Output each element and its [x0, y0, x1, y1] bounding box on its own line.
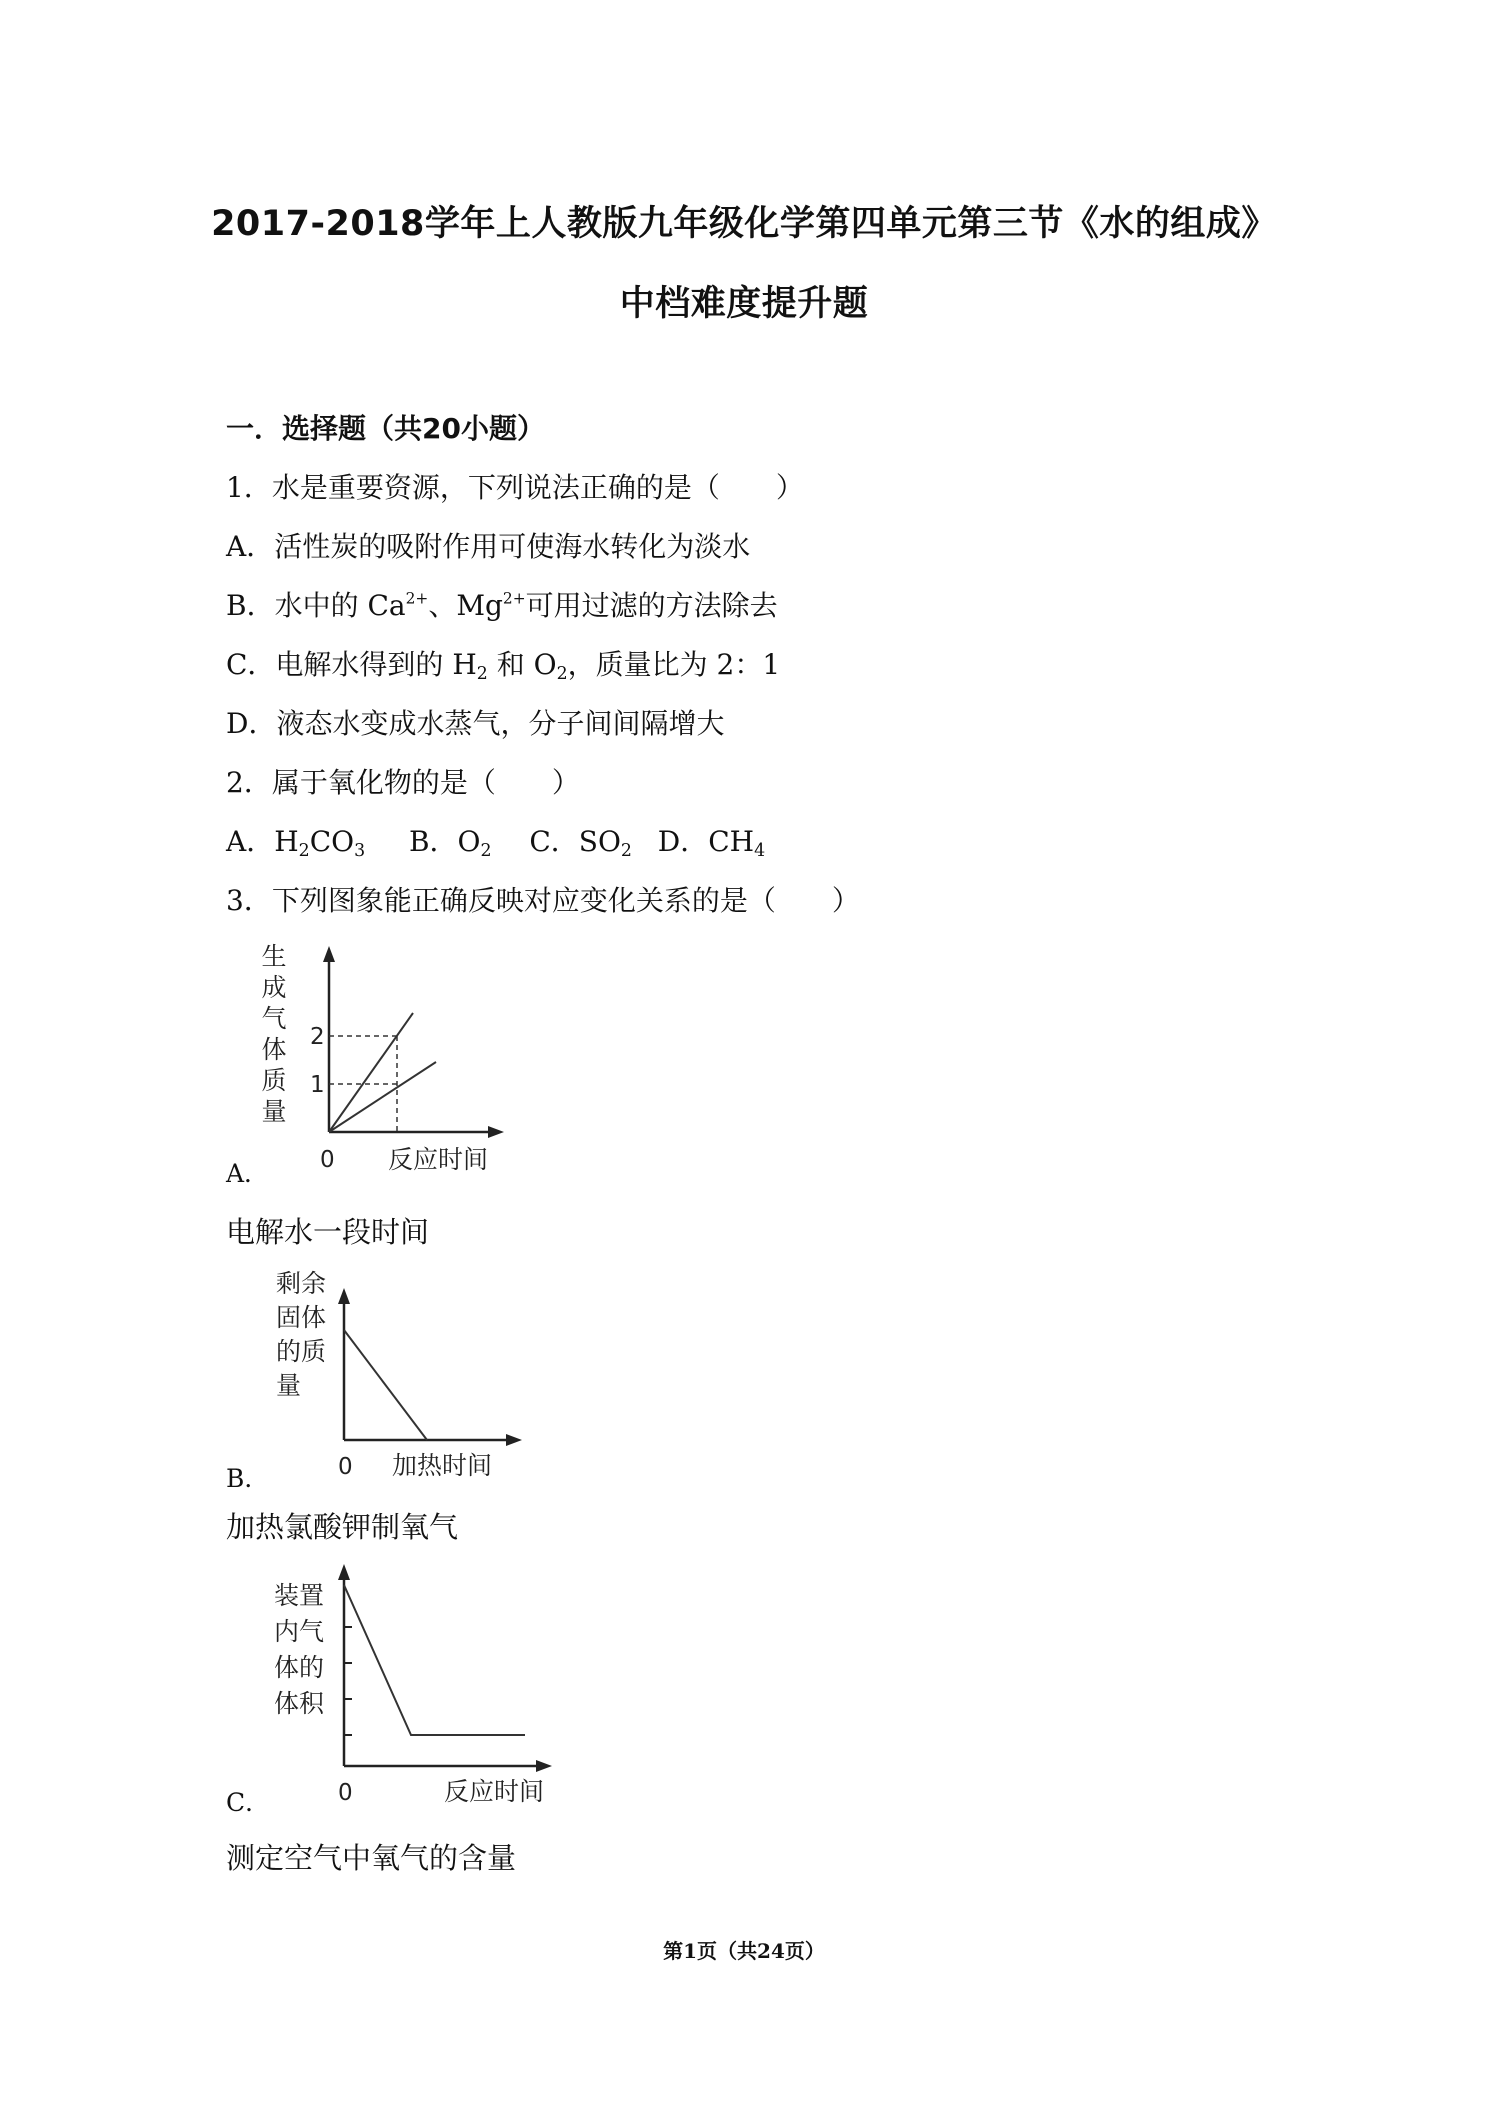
graph-c-caption: 测定空气中氧气的含量	[226, 1841, 517, 1875]
svg-text:生: 生	[261, 942, 287, 971]
graph-a-tick-2: 2	[310, 1024, 325, 1050]
svg-text:内气: 内气	[274, 1617, 325, 1646]
svg-text:的质: 的质	[276, 1337, 327, 1366]
question-1-option-b: B．水中的 $Ca^{2+}$、$Mg^{2+}$可用过滤的方法除去	[226, 589, 778, 622]
graph-b-x-label: 加热时间	[392, 1451, 493, 1480]
graph-b-data-line	[344, 1330, 427, 1440]
graph-b-option-label: B．	[226, 1464, 270, 1493]
svg-text:体: 体	[261, 1035, 287, 1064]
page-footer: 第1页（共24页）	[663, 1939, 825, 1963]
graph-a-y-arrow	[323, 946, 335, 962]
svg-text:固体: 固体	[276, 1303, 327, 1332]
graph-c-x-label: 反应时间	[444, 1777, 545, 1806]
graph-b-y-label	[276, 1269, 326, 1400]
graph-a-option-label: A．	[226, 1159, 270, 1188]
graph-c-oxygen-content	[268, 1560, 568, 1810]
graph-b-origin: 0	[338, 1454, 353, 1480]
graph-b-x-arrow	[506, 1434, 522, 1446]
question-2-stem: 2．属于氧化物的是（ ）	[226, 766, 580, 799]
graph-a-line-hydrogen	[329, 1013, 413, 1132]
graph-a-electrolysis	[255, 930, 515, 1180]
question-1-stem: 1．水是重要资源，下列说法正确的是（ ）	[226, 471, 804, 504]
svg-text:剩余: 剩余	[276, 1269, 327, 1298]
graph-a-y-label	[261, 942, 286, 1126]
graph-b-caption: 加热氯酸钾制氧气	[226, 1510, 459, 1544]
svg-text:装置: 装置	[274, 1581, 325, 1610]
svg-text:成: 成	[261, 973, 287, 1002]
svg-text:量: 量	[276, 1371, 302, 1400]
question-2-options: A．$H_2CO_3$ B．$O_2$ C．$SO_2$ D．$CH_4$	[226, 825, 766, 861]
graph-a-x-arrow	[488, 1126, 504, 1138]
graph-c-origin: 0	[338, 1780, 353, 1806]
question-3-stem: 3．下列图象能正确反映对应变化关系的是（ ）	[226, 884, 860, 917]
graph-b-y-arrow	[338, 1288, 350, 1304]
svg-text:体积: 体积	[274, 1689, 325, 1718]
svg-text:量: 量	[261, 1097, 287, 1126]
graph-b-kclo3-heating	[270, 1262, 530, 1492]
graph-a-origin: 0	[320, 1147, 335, 1173]
graph-a-x-label: 反应时间	[388, 1145, 489, 1174]
svg-text:气: 气	[261, 1004, 287, 1033]
svg-text:质: 质	[261, 1066, 287, 1095]
document-title-line-2: 中档难度提升题	[619, 284, 869, 324]
question-1-option-d: D．液态水变成水蒸气，分子间间隔增大	[226, 707, 725, 740]
section-heading: 一．选择题（共20小题）	[226, 412, 545, 445]
graph-c-option-label: C．	[226, 1788, 271, 1817]
graph-a-caption: 电解水一段时间	[226, 1215, 430, 1249]
graph-c-y-label	[274, 1581, 325, 1718]
document-title-line-1: 2017-2018学年上人教版九年级化学第四单元第三节《水的组成》	[211, 204, 1277, 244]
graph-c-x-arrow	[536, 1760, 552, 1772]
graph-c-y-arrow	[338, 1564, 350, 1580]
graph-c-data-line	[344, 1585, 525, 1735]
question-1-option-a: A．活性炭的吸附作用可使海水转化为淡水	[226, 530, 751, 563]
question-1-option-c: C．电解水得到的 $H_2$ 和 $O_2$，质量比为 2：1	[226, 648, 781, 684]
svg-text:体的: 体的	[274, 1653, 325, 1682]
graph-a-line-oxygen	[329, 1062, 436, 1132]
graph-a-tick-1: 1	[310, 1072, 325, 1098]
